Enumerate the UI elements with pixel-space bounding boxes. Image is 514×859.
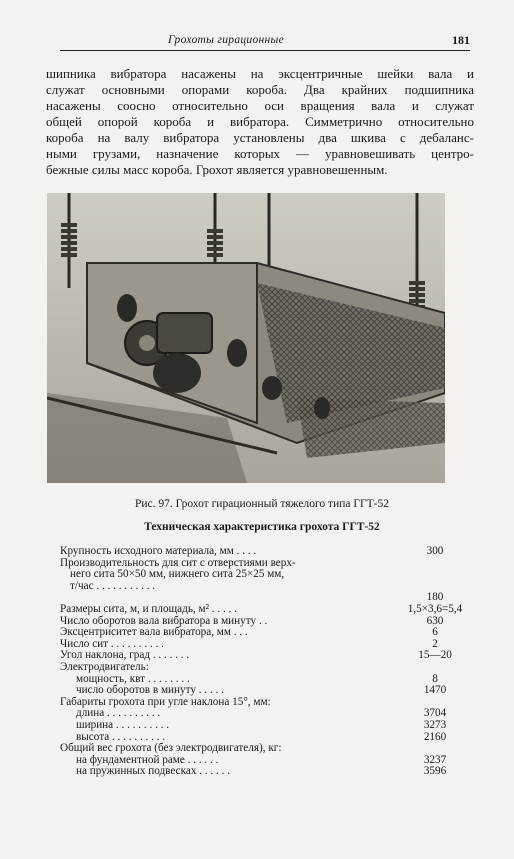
spec-label: на фундаментной раме . . . . . . [76, 753, 219, 766]
page-number: 181 [452, 33, 470, 47]
body-paragraph [46, 66, 474, 178]
spec-label: мощность, квт . . . . . . . . [76, 672, 190, 685]
body-line: ными грузами, назначение которых — уравновешивать центро- [46, 146, 474, 161]
spec-value: 3596 [423, 765, 447, 778]
body-line: бежные силы масс короба. Грохот является уравновешенным. [46, 162, 388, 177]
body-line: служат основными опорами короба. Два крайних подшипника [46, 82, 474, 97]
spec-label: Производительность для сит с отверстиями верх- [60, 556, 296, 569]
spec-value: 3237 [423, 753, 447, 766]
spec-label: высота . . . . . . . . . . [76, 730, 166, 743]
spec-label: Габариты грохота при угле наклона 15°, мм: [60, 695, 271, 708]
spec-row [60, 766, 480, 778]
spec-label: т/час . . . . . . . . . . . [70, 579, 156, 592]
figure-caption: Рис. 97. Грохот гирационный тяжелого типа ГГТ-52 [134, 498, 390, 510]
spec-row [60, 685, 480, 697]
screen-machine-photo [47, 193, 445, 483]
spec-value: 15—20 [418, 649, 452, 662]
spec-label: Эксцентриситет вала вибратора, мм . . . [60, 626, 248, 639]
spec-label: Крупность исходного материала, мм . . . . [60, 545, 257, 557]
photo-illustration [47, 193, 445, 483]
spec-label: число оборотов в минуту . . . . . [76, 684, 224, 697]
spec-label: Угол наклона, град . . . . . . . [60, 649, 190, 662]
body-line: насажены соосно относительно оси вращения вала и служат [46, 98, 474, 113]
spec-label: Число оборотов вала вибратора в минуту . . [60, 614, 268, 627]
spec-value: 630 [426, 614, 444, 627]
spec-label: него сита 50×50 мм, нижнего сита 25×25 мм, [70, 568, 285, 581]
spec-row [60, 720, 480, 732]
spec-value: 2 [432, 637, 438, 650]
body-line: общей опорой короба и вибратора. Симметрично относительно [46, 114, 474, 129]
spec-value: 1,5×3,6=5,4 [407, 602, 463, 615]
spec-table-title: Техническая характеристика грохота ГГТ-52 [144, 521, 380, 533]
body-line: шипника вибратора насажены на эксцентричные шейки вала и [46, 66, 474, 81]
spec-value: 8 [432, 672, 438, 685]
spec-label: длина . . . . . . . . . . [76, 707, 161, 720]
spec-label: на пружинных подвесках . . . . . . [76, 765, 230, 778]
spec-row [60, 581, 480, 593]
spec-row [60, 546, 480, 558]
running-header [60, 34, 470, 51]
spec-label: Число сит . . . . . . . . . . [60, 637, 164, 650]
spec-value: 180 [426, 591, 444, 604]
running-title: Грохоты гирационные [168, 34, 285, 46]
spec-label: Общий вес грохота (без электродвигателя), кг: [60, 742, 282, 755]
spec-row [60, 604, 480, 616]
spec-table [60, 546, 480, 778]
spec-row [60, 662, 480, 674]
spec-label: ширина . . . . . . . . . . [76, 718, 170, 731]
body-line: короба на валу вибратора установлены два шкива с дебаланс- [46, 130, 474, 145]
spec-row [60, 743, 480, 755]
spec-label: Электродвигатель: [60, 660, 149, 673]
spec-value: 6 [432, 626, 438, 639]
spec-value: 3704 [423, 707, 447, 720]
spec-value: 1470 [423, 684, 447, 697]
spec-value: 300 [426, 545, 444, 557]
spec-label: Размеры сита, м, и площадь, м² . . . . . [60, 602, 237, 615]
spec-row [60, 627, 480, 639]
spec-value: 2160 [423, 730, 447, 743]
spec-value: 3273 [423, 718, 447, 731]
